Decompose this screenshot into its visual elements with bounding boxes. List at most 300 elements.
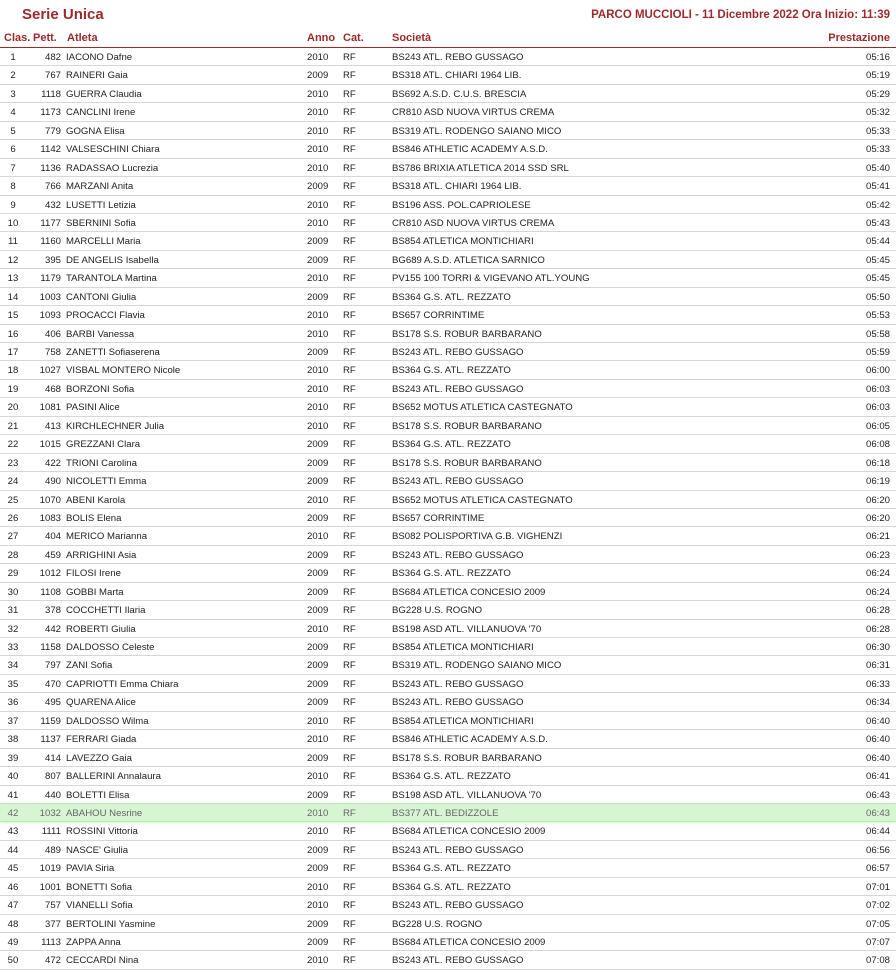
row-bib: 1015 — [39, 439, 61, 451]
row-year: 2009 — [307, 605, 329, 617]
row-position: 7 — [10, 162, 16, 174]
row-time: 06:40 — [865, 715, 890, 727]
row-bib: 406 — [44, 328, 61, 340]
table-row — [0, 398, 896, 416]
row-position: 6 — [10, 144, 16, 156]
row-position: 28 — [7, 549, 19, 561]
header-position: Clas. — [4, 32, 31, 44]
row-time: 05:53 — [865, 310, 890, 322]
row-club: BS243 ATL. REBO GUSSAGO — [392, 476, 524, 488]
row-year: 2010 — [307, 125, 329, 137]
row-category: RF — [343, 586, 356, 598]
header-club: Società — [392, 32, 432, 44]
row-athlete: FILOSI Irene — [66, 568, 121, 580]
row-athlete: QUARENA Alice — [66, 697, 136, 709]
row-club: BS198 ASD ATL. VILLANUOVA '70 — [392, 623, 542, 635]
row-time: 06:21 — [865, 531, 890, 543]
table-row — [0, 325, 896, 343]
table-row — [0, 896, 896, 914]
row-category: RF — [343, 937, 356, 948]
row-time: 07:08 — [865, 955, 890, 967]
row-time: 06:20 — [865, 494, 890, 506]
row-bib: 1159 — [40, 715, 61, 727]
row-club: BS198 ASD ATL. VILLANUOVA '70 — [392, 789, 542, 801]
row-club: BS243 ATL. REBO GUSSAGO — [392, 52, 524, 63]
row-position: 22 — [7, 439, 19, 451]
row-bib: 482 — [44, 52, 61, 63]
row-club: BS684 ATLETICA CONCESIO 2009 — [392, 937, 546, 948]
row-athlete: IACONO Dafne — [66, 52, 133, 63]
row-category: RF — [343, 162, 356, 174]
row-year: 2010 — [307, 107, 329, 119]
row-position: 47 — [7, 900, 19, 912]
row-year: 2009 — [307, 439, 329, 451]
row-athlete: BERTOLINI Yasmine — [66, 918, 156, 930]
row-time: 05:44 — [865, 236, 890, 248]
table-row — [0, 712, 896, 730]
row-bib: 1001 — [39, 881, 61, 893]
table-row — [0, 601, 896, 619]
row-category: RF — [343, 568, 356, 580]
row-category: RF — [343, 642, 356, 653]
row-time: 06:24 — [865, 568, 890, 580]
row-category: RF — [343, 476, 356, 488]
row-club: BS318 ATL. CHIARI 1964 LIB. — [392, 181, 522, 193]
row-athlete: COCCHETTI Ilaria — [66, 605, 146, 617]
row-position: 42 — [7, 807, 19, 819]
table-row — [0, 749, 896, 767]
row-position: 10 — [7, 217, 19, 229]
row-year: 2009 — [307, 512, 329, 524]
table-row — [0, 509, 896, 527]
row-athlete: CANCLINI Irene — [66, 107, 136, 119]
row-year: 2010 — [307, 52, 329, 63]
row-athlete: NICOLETTI Emma — [66, 476, 147, 488]
row-category: RF — [343, 826, 356, 838]
row-category: RF — [343, 217, 356, 229]
row-club: BS364 G.S. ATL. REZZATO — [392, 771, 511, 783]
row-bib: 413 — [44, 420, 61, 432]
results-table — [0, 48, 896, 970]
row-athlete: ABAHOU Nesrine — [66, 807, 143, 819]
row-club: BS319 ATL. RODENGO SAIANO MICO — [392, 660, 562, 672]
row-athlete: LUSETTI Letizia — [66, 199, 136, 211]
row-bib: 468 — [44, 383, 61, 395]
row-time: 05:43 — [865, 217, 890, 229]
row-time: 05:45 — [865, 273, 890, 285]
row-position: 2 — [10, 70, 16, 82]
table-row — [0, 951, 896, 969]
row-athlete: CECCARDI Nina — [66, 955, 139, 967]
row-bib: 1070 — [39, 494, 61, 506]
row-club: BS652 MOTUS ATLETICA CASTEGNATO — [392, 402, 573, 414]
row-athlete: BORZONI Sofia — [66, 383, 135, 395]
row-position: 38 — [7, 734, 19, 746]
row-year: 2009 — [307, 697, 329, 709]
row-position: 1 — [10, 52, 16, 63]
row-bib: 1173 — [40, 107, 61, 119]
row-position: 30 — [7, 586, 19, 598]
table-row — [0, 232, 896, 250]
row-position: 17 — [7, 347, 19, 358]
row-club: BS364 G.S. ATL. REZZATO — [392, 365, 511, 377]
row-year: 2009 — [307, 347, 329, 358]
row-year: 2010 — [307, 365, 329, 377]
row-bib: 1108 — [40, 586, 61, 598]
row-club: BS657 CORRINTIME — [392, 512, 485, 524]
row-position: 45 — [7, 863, 19, 875]
row-position: 48 — [7, 918, 19, 930]
row-position: 13 — [7, 273, 19, 285]
row-year: 2009 — [307, 549, 329, 561]
row-club: BS786 BRIXIA ATLETICA 2014 SSD SRL — [392, 162, 569, 174]
table-row — [0, 417, 896, 435]
row-time: 07:05 — [865, 918, 890, 930]
table-row — [0, 66, 896, 84]
row-time: 06:33 — [865, 678, 890, 690]
row-position: 44 — [7, 844, 19, 856]
row-bib: 1083 — [39, 512, 61, 524]
row-year: 2009 — [307, 236, 329, 248]
table-row — [0, 693, 896, 711]
row-time: 05:58 — [865, 328, 890, 340]
row-time: 06:56 — [865, 844, 890, 856]
row-year: 2010 — [307, 310, 329, 322]
row-category: RF — [343, 125, 356, 137]
row-position: 14 — [7, 291, 19, 303]
row-club: CR810 ASD NUOVA VIRTUS CREMA — [392, 107, 555, 119]
table-row — [0, 564, 896, 582]
row-position: 32 — [7, 623, 19, 635]
row-category: RF — [343, 328, 356, 340]
row-bib: 377 — [44, 918, 61, 930]
row-time: 06:20 — [865, 512, 890, 524]
row-bib: 1136 — [40, 162, 61, 174]
table-row — [0, 48, 896, 66]
table-row — [0, 196, 896, 214]
row-position: 27 — [7, 531, 19, 543]
row-bib: 470 — [44, 678, 61, 690]
row-position: 40 — [7, 771, 19, 783]
row-bib: 1158 — [40, 642, 61, 653]
row-time: 05:16 — [865, 52, 890, 63]
row-year: 2010 — [307, 383, 329, 395]
row-athlete: NASCE' Giulia — [66, 844, 129, 856]
row-club: BS846 ATHLETIC ACADEMY A.S.D. — [392, 144, 548, 156]
table-row — [0, 933, 896, 951]
row-athlete: PAVIA Siria — [66, 863, 115, 875]
row-club: BG689 A.S.D. ATLETICA SARNICO — [392, 254, 545, 266]
row-athlete: ZANETTI Sofiaserena — [66, 347, 160, 358]
row-position: 15 — [7, 310, 19, 322]
table-row — [0, 675, 896, 693]
row-athlete: DALDOSSO Wilma — [66, 715, 149, 727]
row-category: RF — [343, 365, 356, 377]
row-time: 06:03 — [865, 402, 890, 414]
row-category: RF — [343, 181, 356, 193]
row-time: 06:30 — [865, 642, 890, 653]
row-club: CR810 ASD NUOVA VIRTUS CREMA — [392, 217, 555, 229]
row-athlete: PROCACCI Flavia — [66, 310, 145, 322]
row-year: 2010 — [307, 715, 329, 727]
row-bib: 442 — [44, 623, 61, 635]
row-time: 06:40 — [865, 734, 890, 746]
row-athlete: KIRCHLECHNER Julia — [66, 420, 165, 432]
table-header — [0, 30, 896, 48]
row-bib: 414 — [44, 752, 61, 764]
row-club: BS082 POLISPORTIVA G.B. VIGHENZI — [392, 531, 563, 543]
table-row — [0, 878, 896, 896]
row-club: BS364 G.S. ATL. REZZATO — [392, 291, 511, 303]
header-year: Anno — [307, 32, 336, 44]
row-year: 2009 — [307, 660, 329, 672]
row-category: RF — [343, 955, 356, 967]
row-athlete: TARANTOLA Martina — [66, 273, 157, 285]
row-athlete: RAINERI Gaia — [66, 70, 128, 82]
row-category: RF — [343, 199, 356, 211]
row-category: RF — [343, 144, 356, 156]
row-year: 2010 — [307, 88, 329, 100]
row-athlete: GOBBI Marta — [66, 586, 124, 598]
row-time: 06:57 — [865, 863, 890, 875]
table-row — [0, 306, 896, 324]
row-club: BS243 ATL. REBO GUSSAGO — [392, 549, 524, 561]
row-athlete: ROSSINI Vittoria — [66, 826, 138, 838]
row-time: 06:24 — [865, 586, 890, 598]
row-category: RF — [343, 347, 356, 358]
row-year: 2010 — [307, 955, 329, 967]
row-year: 2010 — [307, 826, 329, 838]
row-club: BG228 U.S. ROGNO — [392, 605, 483, 617]
row-bib: 378 — [44, 605, 61, 617]
row-year: 2010 — [307, 144, 329, 156]
row-time: 06:18 — [865, 457, 890, 469]
row-category: RF — [343, 273, 356, 285]
row-year: 2009 — [307, 291, 329, 303]
row-category: RF — [343, 439, 356, 451]
row-category: RF — [343, 807, 356, 819]
row-bib: 472 — [44, 955, 61, 967]
row-club: BS657 CORRINTIME — [392, 310, 485, 322]
table-row — [0, 269, 896, 287]
row-club: BS243 ATL. REBO GUSSAGO — [392, 844, 524, 856]
row-athlete: CANTONI Giulia — [66, 291, 137, 303]
row-year: 2010 — [307, 402, 329, 414]
table-row — [0, 730, 896, 748]
table-row — [0, 822, 896, 840]
row-bib: 395 — [44, 254, 61, 266]
title-bar — [0, 0, 896, 30]
row-club: BS854 ATLETICA MONTICHIARI — [392, 236, 534, 248]
row-time: 06:40 — [865, 752, 890, 764]
row-position: 36 — [7, 697, 19, 709]
table-row — [0, 915, 896, 933]
row-year: 2009 — [307, 844, 329, 856]
row-category: RF — [343, 531, 356, 543]
row-athlete: BOLETTI Elisa — [66, 789, 130, 801]
table-row — [0, 140, 896, 158]
row-club: BS692 A.S.D. C.U.S. BRESCIA — [392, 88, 527, 100]
table-row — [0, 251, 896, 269]
row-club: BS178 S.S. ROBUR BARBARANO — [392, 420, 542, 432]
table-row — [0, 361, 896, 379]
row-category: RF — [343, 863, 356, 875]
row-year: 2010 — [307, 900, 329, 912]
header-time: Prestazione — [828, 32, 890, 44]
row-year: 2009 — [307, 918, 329, 930]
row-bib: 807 — [44, 771, 61, 783]
table-row — [0, 85, 896, 103]
row-time: 06:23 — [865, 549, 890, 561]
row-bib: 1177 — [40, 217, 61, 229]
row-time: 05:33 — [865, 125, 890, 137]
row-bib: 1027 — [39, 365, 61, 377]
row-year: 2010 — [307, 881, 329, 893]
row-year: 2009 — [307, 863, 329, 875]
row-time: 05:29 — [865, 88, 890, 100]
row-athlete: FERRARI Giada — [66, 734, 137, 746]
row-position: 29 — [7, 568, 19, 580]
row-club: BG228 U.S. ROGNO — [392, 918, 483, 930]
row-athlete: ABENI Karola — [66, 494, 126, 506]
row-year: 2010 — [307, 494, 329, 506]
row-club: BS178 S.S. ROBUR BARBARANO — [392, 752, 542, 764]
row-position: 21 — [7, 420, 19, 432]
row-time: 06:00 — [865, 365, 890, 377]
row-category: RF — [343, 52, 356, 63]
row-club: BS364 G.S. ATL. REZZATO — [392, 439, 511, 451]
row-time: 05:33 — [865, 144, 890, 156]
row-category: RF — [343, 678, 356, 690]
row-position: 35 — [7, 678, 19, 690]
row-position: 41 — [7, 789, 19, 801]
table-row — [0, 159, 896, 177]
row-position: 37 — [7, 715, 19, 727]
row-bib: 1142 — [40, 144, 61, 156]
row-position: 46 — [7, 881, 19, 893]
row-club: BS364 G.S. ATL. REZZATO — [392, 881, 511, 893]
row-category: RF — [343, 900, 356, 912]
row-athlete: VALSESCHINI Chiara — [66, 144, 160, 156]
row-athlete: GREZZANI Clara — [66, 439, 141, 451]
row-year: 2010 — [307, 328, 329, 340]
row-year: 2009 — [307, 752, 329, 764]
row-bib: 1111 — [41, 826, 61, 838]
row-category: RF — [343, 512, 356, 524]
row-time: 05:59 — [865, 347, 890, 358]
row-category: RF — [343, 660, 356, 672]
row-time: 06:43 — [865, 789, 890, 801]
row-club: BS364 G.S. ATL. REZZATO — [392, 863, 511, 875]
row-year: 2010 — [307, 771, 329, 783]
row-time: 06:28 — [865, 605, 890, 617]
row-time: 05:50 — [865, 291, 890, 303]
row-time: 05:41 — [865, 181, 890, 193]
table-row — [0, 472, 896, 490]
row-club: BS243 ATL. REBO GUSSAGO — [392, 678, 524, 690]
row-bib: 758 — [44, 347, 61, 358]
row-club: BS243 ATL. REBO GUSSAGO — [392, 383, 524, 395]
row-club: BS854 ATLETICA MONTICHIARI — [392, 642, 534, 653]
row-year: 2010 — [307, 273, 329, 285]
row-athlete: ZAPPA Anna — [66, 937, 121, 948]
row-athlete: MERICO Marianna — [66, 531, 148, 543]
row-category: RF — [343, 789, 356, 801]
row-category: RF — [343, 88, 356, 100]
row-bib: 490 — [44, 476, 61, 488]
row-athlete: BOLIS Elena — [66, 512, 122, 524]
row-athlete: RADASSAO Lucrezia — [66, 162, 159, 174]
row-time: 06:28 — [865, 623, 890, 635]
row-position: 26 — [7, 512, 19, 524]
row-year: 2010 — [307, 420, 329, 432]
row-time: 07:02 — [865, 900, 890, 912]
row-position: 25 — [7, 494, 19, 506]
row-athlete: LAVEZZO Gaia — [66, 752, 132, 764]
row-athlete: SBERNINI Sofia — [66, 217, 136, 229]
row-club: BS196 ASS. POL.CAPRIOLESE — [392, 199, 531, 211]
event-info: PARCO MUCCIOLI - 11 Dicembre 2022 Ora Inizio: 11:39 — [591, 9, 890, 21]
row-position: 18 — [7, 365, 19, 377]
row-time: 06:19 — [865, 476, 890, 488]
row-bib: 779 — [44, 125, 61, 137]
table-row — [0, 638, 896, 656]
row-time: 06:41 — [865, 771, 890, 783]
table-row — [0, 767, 896, 785]
row-category: RF — [343, 383, 356, 395]
table-row — [0, 214, 896, 232]
row-category: RF — [343, 771, 356, 783]
row-athlete: ZANI Sofia — [66, 660, 113, 672]
row-athlete: PASINI Alice — [66, 402, 120, 414]
row-year: 2009 — [307, 457, 329, 469]
row-position: 24 — [7, 476, 19, 488]
row-athlete: MARCELLI Maria — [66, 236, 141, 248]
row-time: 05:40 — [865, 162, 890, 174]
row-athlete: CAPRIOTTI Emma Chiara — [66, 678, 179, 690]
row-athlete: BALLERINI Annalaura — [66, 771, 161, 783]
table-row — [0, 804, 896, 822]
table-row — [0, 343, 896, 361]
row-time: 06:03 — [865, 383, 890, 395]
row-time: 07:07 — [865, 937, 890, 948]
row-position: 23 — [7, 457, 19, 469]
table-row — [0, 177, 896, 195]
header-category: Cat. — [343, 32, 364, 44]
row-time: 07:01 — [865, 881, 890, 893]
table-row — [0, 491, 896, 509]
row-year: 2009 — [307, 678, 329, 690]
row-year: 2009 — [307, 937, 329, 948]
row-time: 06:05 — [865, 420, 890, 432]
row-category: RF — [343, 605, 356, 617]
header-bib: Pett. — [33, 32, 57, 44]
row-position: 11 — [8, 236, 18, 248]
table-row — [0, 288, 896, 306]
row-athlete: BONETTI Sofia — [66, 881, 133, 893]
row-bib: 1003 — [39, 291, 61, 303]
row-bib: 422 — [44, 457, 61, 469]
page-title: Serie Unica — [22, 6, 104, 23]
row-category: RF — [343, 881, 356, 893]
row-category: RF — [343, 549, 356, 561]
row-club: BS178 S.S. ROBUR BARBARANO — [392, 457, 542, 469]
table-row — [0, 103, 896, 121]
row-bib: 766 — [44, 181, 61, 193]
row-club: BS178 S.S. ROBUR BARBARANO — [392, 328, 542, 340]
table-row — [0, 786, 896, 804]
row-time: 05:32 — [865, 107, 890, 119]
